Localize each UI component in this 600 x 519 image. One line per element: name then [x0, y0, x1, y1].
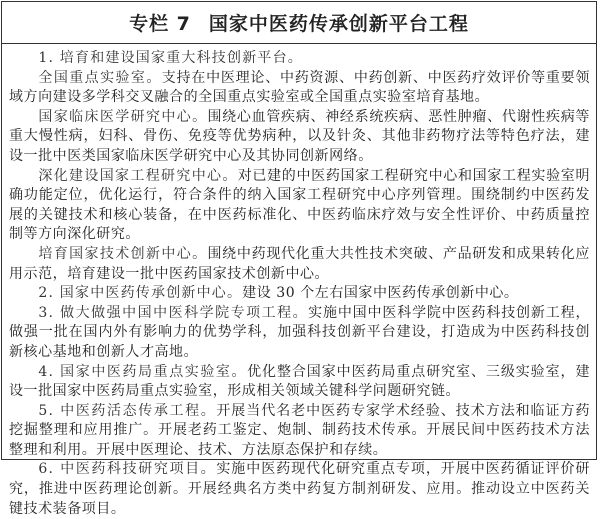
paragraph-body: 实施中国中医科学院中医药科技创新工程，做强一批在国内外有影响力的优势学科，加强科技创新平台建设，打造成为中医药科技创新核心基地和创新人才高地。: [9, 304, 590, 360]
paragraph-body: 围绕心血管疾病、神经系统疾病、恶性肿瘤、代谢性疾病等重大慢性病，妇科、骨伤、免疫等优势病种，以及针灸、其他非药物疗法等特色疗法，建设一批中医类国家临床医学研究中心及其协同创新网络。: [9, 108, 590, 164]
paragraph-body: 建设 30 个左右国家中医药传承创新中心。: [242, 285, 519, 302]
paragraph: [9, 304, 590, 363]
paragraph-lead: 5. 中医药活态传承工程。: [38, 402, 217, 419]
column-title: [2, 2, 596, 44]
paragraph-lead: 3. 做大做强中国中医科学院专项工程。: [38, 304, 309, 321]
paragraph: [9, 284, 590, 304]
paragraph-lead: 深化建设国家工程研究中心。: [38, 167, 238, 184]
paragraph-lead: 4. 国家中医药局重点实验室。: [38, 363, 248, 380]
paragraph-lead: 6. 中医药科技研究项目。: [38, 461, 217, 478]
paragraph: [9, 402, 590, 461]
paragraph-lead: 全国重点实验室。: [38, 69, 162, 86]
paragraph-body: 支持在中医理论、中药资源、中药创新、中医药疗效评价等重要领域方向建设多学科交叉融合的全国重点实验室或全国重点实验室培育基地。: [9, 69, 590, 106]
paragraph: [9, 363, 590, 402]
paragraph: [9, 167, 590, 245]
paragraph: [9, 245, 590, 284]
column-title-text: 国家中医药传承创新平台工程: [208, 13, 469, 35]
paragraph-body: 优化整合国家中医药局重点研究室、三级实验室，建设一批国家中医药局重点实验室，形成相关领域关键科学问题研究链。: [9, 363, 591, 400]
paragraph-body: 开展当代名老中医药专家学术经验、技术方法和临证方药挖掘整理和应用推广。开展老药工鉴定、炮制、制药技术传承。开展民间中医药技术方法整理和利用。开展中医理论、技术、方法原态保护和存续。: [9, 402, 590, 458]
column-box: [1, 1, 597, 517]
paragraph-lead: 培育国家技术创新中心。: [38, 245, 208, 262]
paragraph-body: 围绕中药现代化重大共性技术突破、产品研发和成果转化应用示范，培育建设一批中医药国家技术创新中心。: [9, 245, 590, 282]
paragraph: [9, 460, 590, 519]
paragraph: [9, 108, 590, 167]
paragraph-lead: 1. 培育和建设国家重大科技创新平台。: [38, 50, 303, 66]
paragraph-body: 对已建的中医药国家工程研究中心和国家工程实验室明确功能定位，优化运行，符合条件的纳入国家工程研究中心序列管理。围绕制约中医药发展的关键技术和核心装备，在中医药标准化、中医药临床疗效与安全性评价、中药质量控制等方向深化研究。: [9, 167, 590, 243]
paragraph: [9, 49, 590, 69]
paragraph-lead: 国家临床医学研究中心。: [38, 108, 208, 125]
column-number: 专栏 7: [129, 13, 191, 35]
paragraph-body: 实施中医药现代化研究重点专项，开展中医药循证评价研究，推进中医药理论创新。开展经典名方类中药复方制剂研发、应用。推动设立中医药关键技术装备项目。: [9, 461, 590, 517]
paragraph: [9, 69, 590, 108]
paragraph-lead: 2. 国家中医药传承创新中心。: [38, 285, 243, 302]
column-content: [2, 44, 596, 519]
